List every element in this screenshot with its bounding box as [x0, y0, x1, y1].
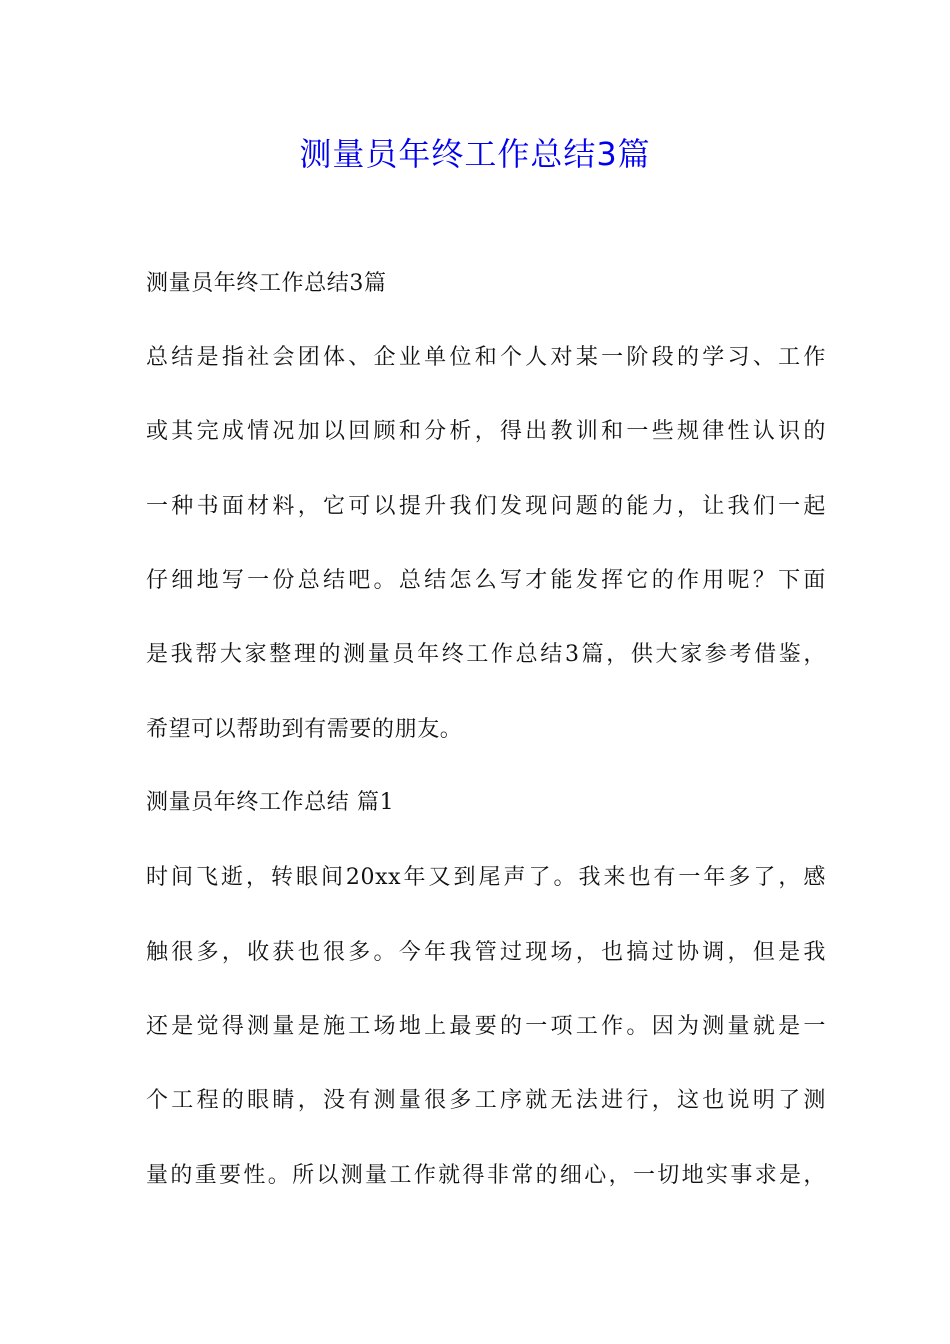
intro-line: 希望可以帮助到有需要的朋友。: [146, 717, 463, 742]
section-line: 量的重要性。所以测量工作就得非常的细心，一切地实事求是，: [146, 1163, 826, 1188]
section-line: 时间飞逝，转眼间20xx年又到尾声了。我来也有一年多了，感: [146, 865, 826, 890]
section-heading: 测量员年终工作总结 篇1: [146, 790, 395, 815]
section-line: 个工程的眼睛，没有测量很多工序就无法进行，这也说明了测: [146, 1088, 826, 1113]
section-line: 还是觉得测量是施工场地上最要的一项工作。因为测量就是一: [146, 1014, 826, 1039]
document-title: 测量员年终工作总结3篇: [299, 135, 651, 173]
section-line: 触很多，收获也很多。今年我管过现场，也搞过协调，但是我: [146, 940, 826, 965]
intro-line: 是我帮大家整理的测量员年终工作总结3篇，供大家参考借鉴，: [146, 642, 826, 667]
intro-line: 仔细地写一份总结吧。总结怎么写才能发挥它的作用呢？下面: [146, 568, 826, 593]
document-subtitle: 测量员年终工作总结3篇: [146, 271, 387, 296]
intro-line: 一种书面材料，它可以提升我们发现问题的能力，让我们一起: [146, 494, 826, 519]
intro-line: 或其完成情况加以回顾和分析，得出教训和一些规律性认识的: [146, 419, 826, 444]
intro-line: 总结是指社会团体、企业单位和个人对某一阶段的学习、工作: [146, 345, 826, 370]
